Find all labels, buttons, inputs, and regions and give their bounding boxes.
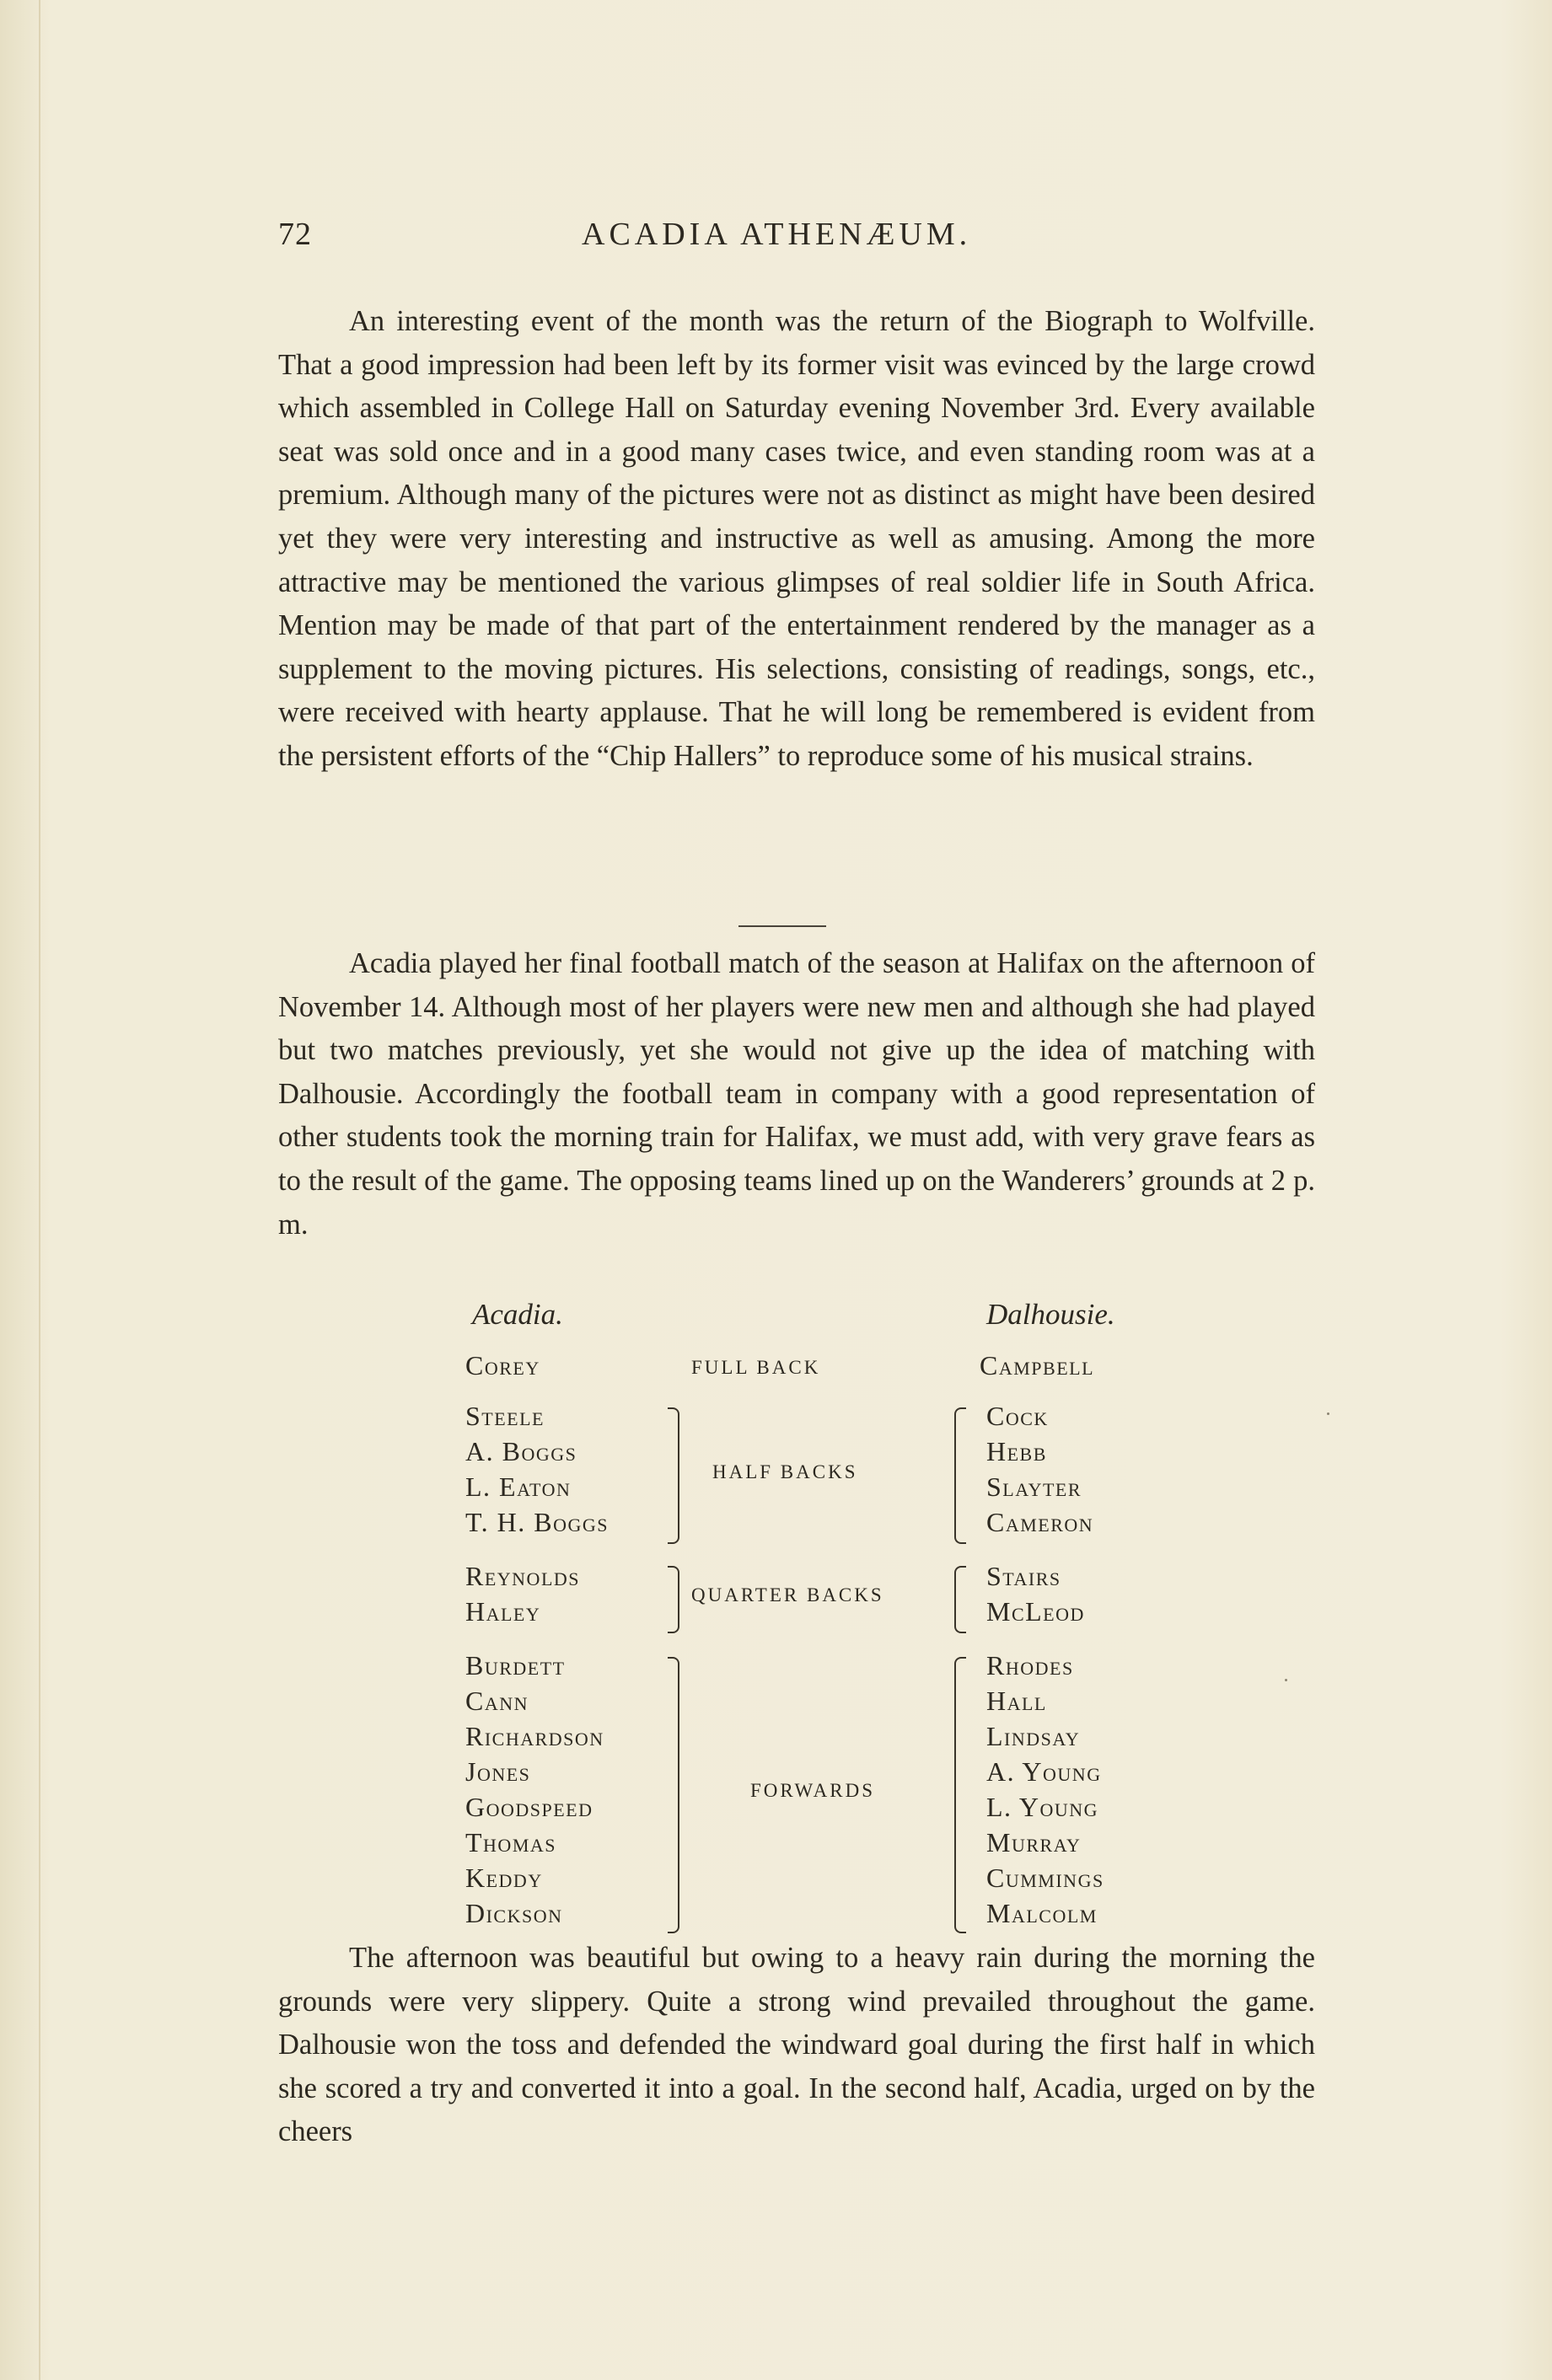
- brace: [954, 1566, 966, 1633]
- dalhousie-player: Lindsay: [986, 1721, 1081, 1751]
- position-full-back: FULL BACK: [691, 1357, 821, 1378]
- acadia-player: Haley: [465, 1596, 541, 1627]
- dalhousie-player: Hall: [986, 1686, 1047, 1716]
- brace: [954, 1657, 966, 1933]
- brace: [668, 1407, 679, 1544]
- acadia-player: A. Boggs: [465, 1436, 577, 1466]
- paragraph-biograph: An interesting event of the month was the return of the Biograph to Wolfville. That a good impression had been left by its former visit was evinced by the large crowd which assembled in College Hall on Saturday evening November 3rd. Every available seat was sold once and in a good many cases twice, and even standing room was at a premium. Although many of the pictures were not as distinct as might have been desired yet they were very interesting and instructive as well as amusing. Among the more attractive may be mentioned the various glimpses of real soldier life in South Africa. Mention may be made of that part of the entertainment rendered by the manager as a supplement to the moving pictures. His selections, consisting of readings, songs, etc., were received with hearty applause. That he will long be remembered is evident from the persistent efforts of the “Chip Hallers” to reproduce some of his musical strains.: [278, 305, 1315, 772]
- dalhousie-player: Rhodes: [986, 1650, 1074, 1680]
- section-divider: [738, 925, 826, 927]
- page-header: [278, 216, 1315, 266]
- acadia-heading: Acadia.: [472, 1298, 563, 1331]
- dalhousie-player: Hebb: [986, 1436, 1047, 1466]
- acadia-player: Cann: [465, 1686, 529, 1716]
- running-title: ACADIA ATHENÆUM.: [582, 217, 972, 252]
- dalhousie-player: Stairs: [986, 1561, 1061, 1591]
- binding-edge: [39, 0, 40, 2380]
- acadia-player: L. Eaton: [465, 1471, 572, 1502]
- dalhousie-player: Slayter: [986, 1471, 1082, 1502]
- paragraph-game-report: The afternoon was beautiful but owing to a heavy rain during the morning the grounds were very slippery. Quite a strong wind prevailed throughout the game. Dalhousie won the toss and defended the windward goal during the first half in which she scored a try and converted it into a goal. In the second half, Acadia, urged on by the cheers: [278, 1942, 1315, 2148]
- acadia-player: Thomas: [465, 1827, 557, 1857]
- dalhousie-player: Campbell: [980, 1350, 1095, 1380]
- paper-speck: [1285, 1679, 1287, 1681]
- acadia-player: Goodspeed: [465, 1792, 593, 1822]
- dalhousie-player: Cummings: [986, 1863, 1104, 1893]
- dalhousie-player: Cock: [986, 1401, 1049, 1431]
- position-forwards: FORWARDS: [750, 1780, 875, 1801]
- dalhousie-player: Murray: [986, 1827, 1082, 1857]
- dalhousie-player: L. Young: [986, 1792, 1099, 1822]
- brace: [954, 1407, 966, 1544]
- dalhousie-player: McLeod: [986, 1596, 1085, 1627]
- position-half-backs: HALF BACKS: [712, 1461, 858, 1482]
- acadia-player: T. H. Boggs: [465, 1507, 610, 1537]
- acadia-player: Steele: [465, 1401, 545, 1431]
- brace: [668, 1657, 679, 1933]
- team-lineup: [278, 1298, 1315, 1930]
- acadia-player: Dickson: [465, 1898, 563, 1928]
- dalhousie-player: A. Young: [986, 1756, 1102, 1787]
- acadia-player: Corey: [465, 1350, 540, 1380]
- acadia-player: Reynolds: [465, 1561, 581, 1591]
- acadia-player: Keddy: [465, 1863, 543, 1893]
- acadia-player: Richardson: [465, 1721, 604, 1751]
- dalhousie-heading: Dalhousie.: [986, 1298, 1115, 1331]
- dalhousie-player: Malcolm: [986, 1898, 1098, 1928]
- position-quarter-backs: QUARTER BACKS: [691, 1584, 884, 1605]
- acadia-player: Jones: [465, 1756, 531, 1787]
- dalhousie-player: Cameron: [986, 1507, 1094, 1537]
- brace: [668, 1566, 679, 1633]
- acadia-player: Burdett: [465, 1650, 566, 1680]
- paper-speck: [1327, 1412, 1329, 1415]
- paragraph-football-match: Acadia played her final football match of the season at Halifax on the afternoon of November 14. Although most of her players were new men and although she had played but two matches previously, yet she would not give up the idea of matching with Dalhousie. Accordingly the football team in company with a good representation of other students took the morning train for Halifax, we must add, with very grave fears as to the result of the game. The opposing teams lined up on the Wanderers’ grounds at 2 p. m.: [278, 947, 1315, 1241]
- page-number: 72: [278, 217, 312, 252]
